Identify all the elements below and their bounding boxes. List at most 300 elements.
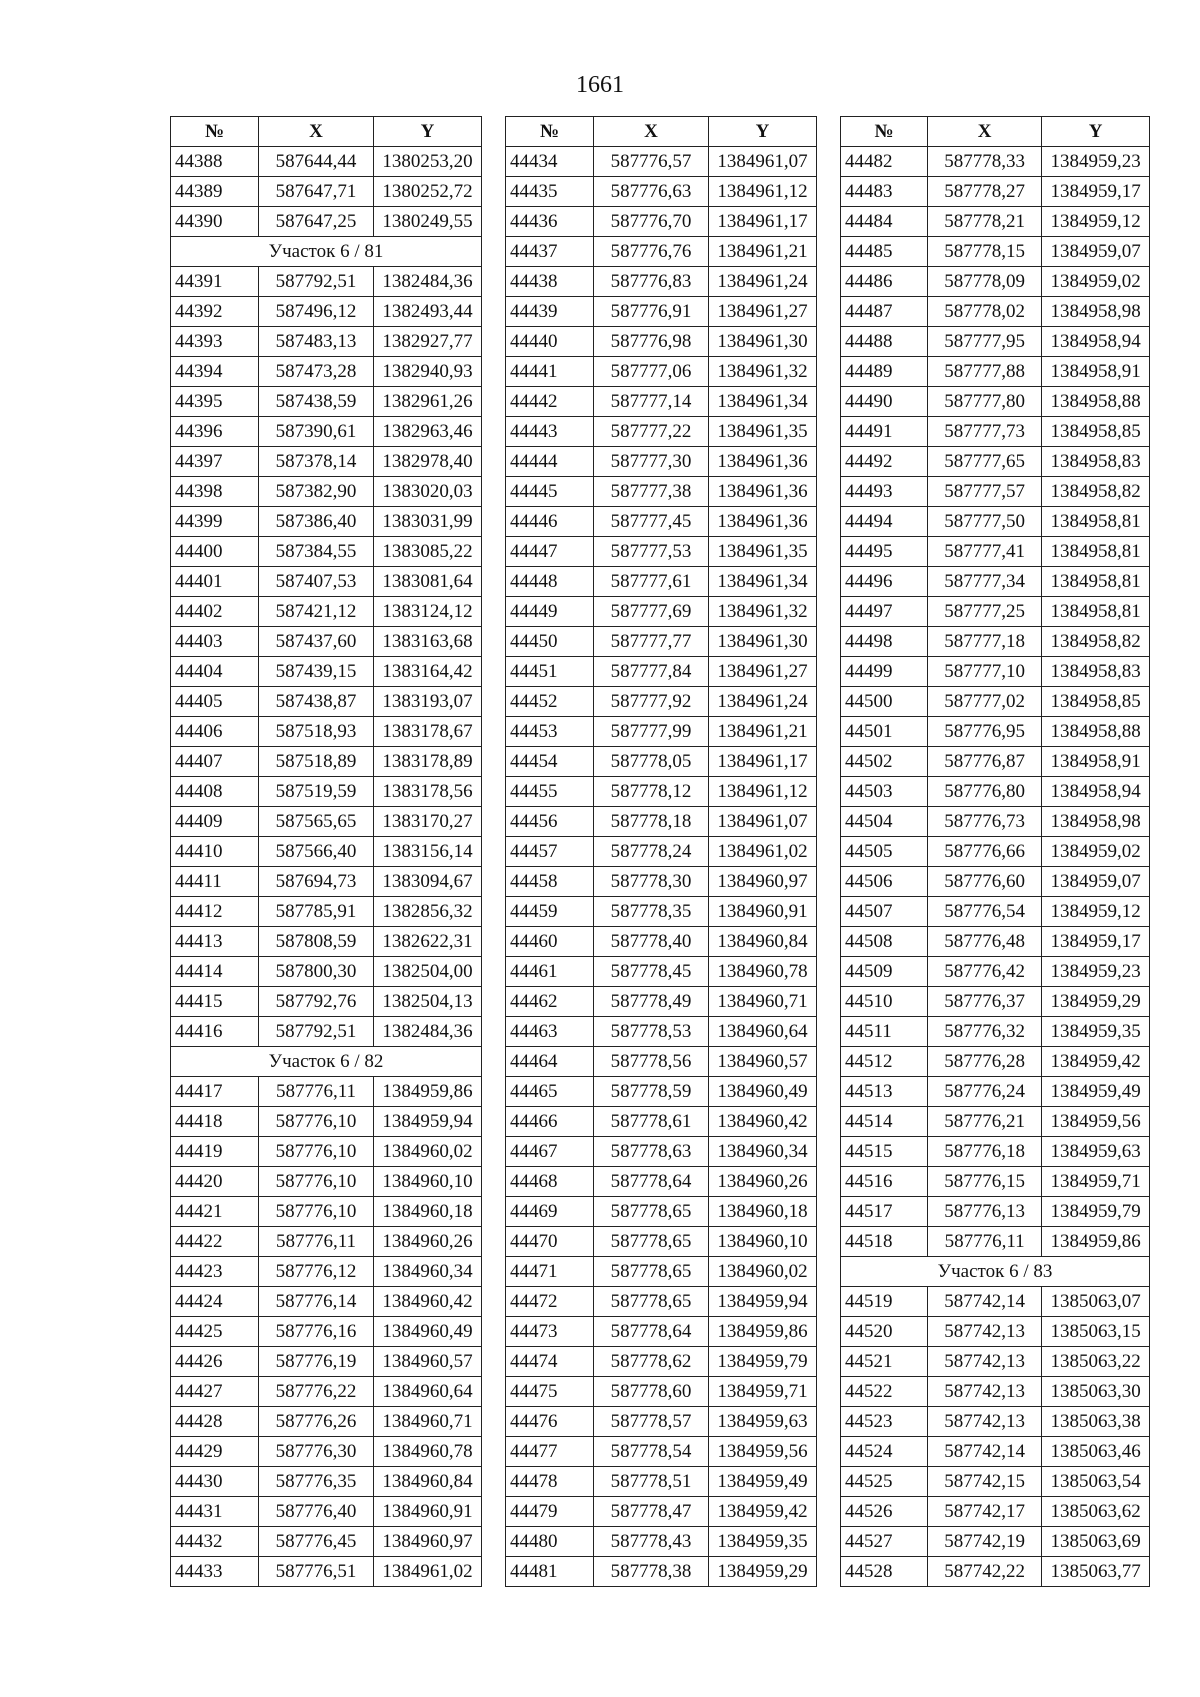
point-number: 44476 bbox=[506, 1407, 594, 1437]
x-coordinate: 587496,12 bbox=[259, 297, 374, 327]
table-row bbox=[171, 1377, 482, 1407]
x-coordinate: 587778,18 bbox=[594, 807, 709, 837]
point-number: 44498 bbox=[841, 627, 928, 657]
y-coordinate: 1384961,24 bbox=[709, 687, 817, 717]
point-number: 44417 bbox=[171, 1077, 259, 1107]
table-row bbox=[841, 537, 1150, 567]
table-row bbox=[171, 447, 482, 477]
table-row bbox=[841, 1347, 1150, 1377]
x-coordinate: 587777,22 bbox=[594, 417, 709, 447]
y-coordinate: 1385063,54 bbox=[1042, 1467, 1150, 1497]
table-row bbox=[171, 717, 482, 747]
y-coordinate: 1384960,34 bbox=[709, 1137, 817, 1167]
point-number: 44528 bbox=[841, 1557, 928, 1587]
table-row bbox=[171, 957, 482, 987]
table-row bbox=[841, 1437, 1150, 1467]
x-coordinate: 587778,45 bbox=[594, 957, 709, 987]
y-coordinate: 1384960,84 bbox=[709, 927, 817, 957]
table-row bbox=[841, 327, 1150, 357]
point-number: 44450 bbox=[506, 627, 594, 657]
y-coordinate: 1383164,42 bbox=[374, 657, 482, 687]
y-coordinate: 1385063,62 bbox=[1042, 1497, 1150, 1527]
table-row bbox=[841, 957, 1150, 987]
x-coordinate: 587647,71 bbox=[259, 177, 374, 207]
x-coordinate: 587518,89 bbox=[259, 747, 374, 777]
y-coordinate: 1384959,79 bbox=[709, 1347, 817, 1377]
x-coordinate: 587421,12 bbox=[259, 597, 374, 627]
x-coordinate: 587778,40 bbox=[594, 927, 709, 957]
point-number: 44428 bbox=[171, 1407, 259, 1437]
point-number: 44469 bbox=[506, 1197, 594, 1227]
point-number: 44499 bbox=[841, 657, 928, 687]
point-number: 44442 bbox=[506, 387, 594, 417]
point-number: 44412 bbox=[171, 897, 259, 927]
point-number: 44453 bbox=[506, 717, 594, 747]
y-coordinate: 1384958,98 bbox=[1042, 807, 1150, 837]
table-row bbox=[506, 147, 817, 177]
y-coordinate: 1384958,83 bbox=[1042, 447, 1150, 477]
y-coordinate: 1384959,56 bbox=[709, 1437, 817, 1467]
y-coordinate: 1385063,22 bbox=[1042, 1347, 1150, 1377]
table-row bbox=[506, 207, 817, 237]
point-number: 44409 bbox=[171, 807, 259, 837]
point-number: 44418 bbox=[171, 1107, 259, 1137]
x-coordinate: 587777,50 bbox=[928, 507, 1042, 537]
y-coordinate: 1384960,34 bbox=[374, 1257, 482, 1287]
point-number: 44424 bbox=[171, 1287, 259, 1317]
x-coordinate: 587742,13 bbox=[928, 1317, 1042, 1347]
table-row bbox=[841, 507, 1150, 537]
table-row bbox=[506, 597, 817, 627]
y-coordinate: 1382940,93 bbox=[374, 357, 482, 387]
y-coordinate: 1384959,63 bbox=[1042, 1137, 1150, 1167]
point-number: 44486 bbox=[841, 267, 928, 297]
point-number: 44392 bbox=[171, 297, 259, 327]
y-coordinate: 1384958,91 bbox=[1042, 357, 1150, 387]
table-row bbox=[506, 537, 817, 567]
table-row bbox=[171, 1347, 482, 1377]
table-row bbox=[506, 627, 817, 657]
point-number: 44479 bbox=[506, 1497, 594, 1527]
point-number: 44514 bbox=[841, 1107, 928, 1137]
y-coordinate: 1384958,85 bbox=[1042, 417, 1150, 447]
x-coordinate: 587777,99 bbox=[594, 717, 709, 747]
x-coordinate: 587776,80 bbox=[928, 777, 1042, 807]
point-number: 44495 bbox=[841, 537, 928, 567]
y-coordinate: 1384961,35 bbox=[709, 417, 817, 447]
table-row bbox=[506, 1077, 817, 1107]
x-coordinate: 587378,14 bbox=[259, 447, 374, 477]
section-row bbox=[841, 1257, 1150, 1287]
table-row bbox=[841, 207, 1150, 237]
y-coordinate: 1384961,34 bbox=[709, 567, 817, 597]
x-coordinate: 587777,18 bbox=[928, 627, 1042, 657]
point-number: 44475 bbox=[506, 1377, 594, 1407]
x-coordinate: 587776,11 bbox=[928, 1227, 1042, 1257]
y-coordinate: 1384960,97 bbox=[374, 1527, 482, 1557]
point-number: 44502 bbox=[841, 747, 928, 777]
x-coordinate: 587778,63 bbox=[594, 1137, 709, 1167]
point-number: 44505 bbox=[841, 837, 928, 867]
y-coordinate: 1384961,07 bbox=[709, 147, 817, 177]
table-row bbox=[506, 1257, 817, 1287]
table-row bbox=[171, 687, 482, 717]
point-number: 44519 bbox=[841, 1287, 928, 1317]
point-number: 44423 bbox=[171, 1257, 259, 1287]
point-number: 44405 bbox=[171, 687, 259, 717]
y-coordinate: 1384960,42 bbox=[709, 1107, 817, 1137]
point-number: 44408 bbox=[171, 777, 259, 807]
x-coordinate: 587778,33 bbox=[928, 147, 1042, 177]
table-row bbox=[506, 807, 817, 837]
x-coordinate: 587778,59 bbox=[594, 1077, 709, 1107]
y-coordinate: 1384959,12 bbox=[1042, 207, 1150, 237]
table-row bbox=[171, 1497, 482, 1527]
y-coordinate: 1384958,88 bbox=[1042, 387, 1150, 417]
point-number: 44415 bbox=[171, 987, 259, 1017]
y-coordinate: 1382484,36 bbox=[374, 1017, 482, 1047]
y-coordinate: 1384960,57 bbox=[709, 1047, 817, 1077]
point-number: 44426 bbox=[171, 1347, 259, 1377]
y-coordinate: 1384961,27 bbox=[709, 657, 817, 687]
x-coordinate: 587776,11 bbox=[259, 1227, 374, 1257]
x-coordinate: 587785,91 bbox=[259, 897, 374, 927]
point-number: 44501 bbox=[841, 717, 928, 747]
table-row bbox=[841, 657, 1150, 687]
table-row bbox=[506, 687, 817, 717]
y-coordinate: 1384959,23 bbox=[1042, 957, 1150, 987]
table-row bbox=[841, 897, 1150, 927]
point-number: 44510 bbox=[841, 987, 928, 1017]
table-row bbox=[841, 1497, 1150, 1527]
x-coordinate: 587566,40 bbox=[259, 837, 374, 867]
y-coordinate: 1384959,86 bbox=[709, 1317, 817, 1347]
x-coordinate: 587777,38 bbox=[594, 477, 709, 507]
point-number: 44527 bbox=[841, 1527, 928, 1557]
x-coordinate: 587777,61 bbox=[594, 567, 709, 597]
table-row bbox=[841, 1527, 1150, 1557]
x-coordinate: 587778,51 bbox=[594, 1467, 709, 1497]
table-row bbox=[841, 267, 1150, 297]
x-coordinate: 587742,19 bbox=[928, 1527, 1042, 1557]
header-y: Y bbox=[374, 117, 482, 147]
table-row bbox=[171, 867, 482, 897]
y-coordinate: 1384959,02 bbox=[1042, 267, 1150, 297]
x-coordinate: 587386,40 bbox=[259, 507, 374, 537]
x-coordinate: 587438,59 bbox=[259, 387, 374, 417]
x-coordinate: 587644,44 bbox=[259, 147, 374, 177]
y-coordinate: 1384959,71 bbox=[709, 1377, 817, 1407]
table-row bbox=[841, 687, 1150, 717]
point-number: 44503 bbox=[841, 777, 928, 807]
section-row bbox=[171, 1047, 482, 1077]
y-coordinate: 1384960,42 bbox=[374, 1287, 482, 1317]
y-coordinate: 1384959,71 bbox=[1042, 1167, 1150, 1197]
y-coordinate: 1384958,82 bbox=[1042, 477, 1150, 507]
x-coordinate: 587778,56 bbox=[594, 1047, 709, 1077]
table-header-row bbox=[841, 117, 1150, 147]
table-row bbox=[171, 147, 482, 177]
table-row bbox=[506, 507, 817, 537]
point-number: 44484 bbox=[841, 207, 928, 237]
y-coordinate: 1384958,88 bbox=[1042, 717, 1150, 747]
point-number: 44399 bbox=[171, 507, 259, 537]
y-coordinate: 1384959,42 bbox=[709, 1497, 817, 1527]
x-coordinate: 587776,28 bbox=[928, 1047, 1042, 1077]
point-number: 44461 bbox=[506, 957, 594, 987]
y-coordinate: 1380249,55 bbox=[374, 207, 482, 237]
y-coordinate: 1385063,69 bbox=[1042, 1527, 1150, 1557]
point-number: 44431 bbox=[171, 1497, 259, 1527]
point-number: 44494 bbox=[841, 507, 928, 537]
table-row bbox=[841, 567, 1150, 597]
table-row bbox=[171, 927, 482, 957]
x-coordinate: 587777,25 bbox=[928, 597, 1042, 627]
table-row bbox=[506, 657, 817, 687]
point-number: 44388 bbox=[171, 147, 259, 177]
point-number: 44488 bbox=[841, 327, 928, 357]
x-coordinate: 587742,13 bbox=[928, 1407, 1042, 1437]
table-row bbox=[841, 1197, 1150, 1227]
point-number: 44464 bbox=[506, 1047, 594, 1077]
x-coordinate: 587776,66 bbox=[928, 837, 1042, 867]
point-number: 44407 bbox=[171, 747, 259, 777]
y-coordinate: 1384960,91 bbox=[374, 1497, 482, 1527]
table-row bbox=[171, 1197, 482, 1227]
x-coordinate: 587777,80 bbox=[928, 387, 1042, 417]
x-coordinate: 587778,15 bbox=[928, 237, 1042, 267]
point-number: 44390 bbox=[171, 207, 259, 237]
table-row bbox=[506, 1047, 817, 1077]
x-coordinate: 587776,18 bbox=[928, 1137, 1042, 1167]
x-coordinate: 587778,09 bbox=[928, 267, 1042, 297]
table-row bbox=[841, 297, 1150, 327]
point-number: 44516 bbox=[841, 1167, 928, 1197]
table-row bbox=[506, 567, 817, 597]
x-coordinate: 587647,25 bbox=[259, 207, 374, 237]
x-coordinate: 587776,26 bbox=[259, 1407, 374, 1437]
header-y: Y bbox=[709, 117, 817, 147]
x-coordinate: 587777,45 bbox=[594, 507, 709, 537]
point-number: 44393 bbox=[171, 327, 259, 357]
table-row bbox=[171, 777, 482, 807]
table-row bbox=[506, 237, 817, 267]
y-coordinate: 1385063,38 bbox=[1042, 1407, 1150, 1437]
coordinate-table bbox=[505, 116, 817, 1587]
section-title: Участок 6 / 81 bbox=[171, 237, 482, 267]
y-coordinate: 1384959,29 bbox=[1042, 987, 1150, 1017]
point-number: 44460 bbox=[506, 927, 594, 957]
table-row bbox=[506, 1287, 817, 1317]
x-coordinate: 587778,27 bbox=[928, 177, 1042, 207]
table-row bbox=[506, 327, 817, 357]
section-title: Участок 6 / 82 bbox=[171, 1047, 482, 1077]
y-coordinate: 1384959,07 bbox=[1042, 867, 1150, 897]
table-row bbox=[841, 1557, 1150, 1587]
x-coordinate: 587776,14 bbox=[259, 1287, 374, 1317]
y-coordinate: 1384958,81 bbox=[1042, 597, 1150, 627]
x-coordinate: 587742,14 bbox=[928, 1287, 1042, 1317]
table-row bbox=[506, 747, 817, 777]
y-coordinate: 1382978,40 bbox=[374, 447, 482, 477]
x-coordinate: 587777,88 bbox=[928, 357, 1042, 387]
point-number: 44470 bbox=[506, 1227, 594, 1257]
x-coordinate: 587776,10 bbox=[259, 1197, 374, 1227]
table-row bbox=[506, 957, 817, 987]
table-row bbox=[506, 1557, 817, 1587]
y-coordinate: 1383178,89 bbox=[374, 747, 482, 777]
point-number: 44482 bbox=[841, 147, 928, 177]
point-number: 44429 bbox=[171, 1437, 259, 1467]
point-number: 44489 bbox=[841, 357, 928, 387]
point-number: 44443 bbox=[506, 417, 594, 447]
y-coordinate: 1384961,17 bbox=[709, 207, 817, 237]
x-coordinate: 587438,87 bbox=[259, 687, 374, 717]
point-number: 44447 bbox=[506, 537, 594, 567]
y-coordinate: 1384961,34 bbox=[709, 387, 817, 417]
table-row bbox=[506, 447, 817, 477]
header-y: Y bbox=[1042, 117, 1150, 147]
y-coordinate: 1382504,13 bbox=[374, 987, 482, 1017]
x-coordinate: 587694,73 bbox=[259, 867, 374, 897]
y-coordinate: 1384960,91 bbox=[709, 897, 817, 927]
x-coordinate: 587777,73 bbox=[928, 417, 1042, 447]
x-coordinate: 587778,60 bbox=[594, 1377, 709, 1407]
table-row bbox=[171, 357, 482, 387]
y-coordinate: 1384959,35 bbox=[1042, 1017, 1150, 1047]
table-row bbox=[841, 747, 1150, 777]
table-row bbox=[506, 1137, 817, 1167]
point-number: 44457 bbox=[506, 837, 594, 867]
table-row bbox=[171, 327, 482, 357]
header-number: № bbox=[506, 117, 594, 147]
point-number: 44436 bbox=[506, 207, 594, 237]
x-coordinate: 587776,60 bbox=[928, 867, 1042, 897]
y-coordinate: 1384960,84 bbox=[374, 1467, 482, 1497]
table-row bbox=[171, 1227, 482, 1257]
point-number: 44404 bbox=[171, 657, 259, 687]
y-coordinate: 1384960,02 bbox=[374, 1137, 482, 1167]
table-row bbox=[506, 1467, 817, 1497]
point-number: 44452 bbox=[506, 687, 594, 717]
x-coordinate: 587778,65 bbox=[594, 1257, 709, 1287]
x-coordinate: 587776,24 bbox=[928, 1077, 1042, 1107]
x-coordinate: 587778,21 bbox=[928, 207, 1042, 237]
point-number: 44413 bbox=[171, 927, 259, 957]
x-coordinate: 587778,64 bbox=[594, 1167, 709, 1197]
table-row bbox=[171, 1467, 482, 1497]
point-number: 44511 bbox=[841, 1017, 928, 1047]
table-row bbox=[841, 477, 1150, 507]
point-number: 44492 bbox=[841, 447, 928, 477]
table-row bbox=[841, 987, 1150, 1017]
table-row bbox=[506, 1317, 817, 1347]
table-row bbox=[841, 1227, 1150, 1257]
x-coordinate: 587777,41 bbox=[928, 537, 1042, 567]
x-coordinate: 587437,60 bbox=[259, 627, 374, 657]
x-coordinate: 587776,35 bbox=[259, 1467, 374, 1497]
x-coordinate: 587776,42 bbox=[928, 957, 1042, 987]
y-coordinate: 1385063,46 bbox=[1042, 1437, 1150, 1467]
point-number: 44397 bbox=[171, 447, 259, 477]
y-coordinate: 1384961,32 bbox=[709, 357, 817, 387]
x-coordinate: 587776,70 bbox=[594, 207, 709, 237]
y-coordinate: 1382493,44 bbox=[374, 297, 482, 327]
y-coordinate: 1384958,83 bbox=[1042, 657, 1150, 687]
x-coordinate: 587778,12 bbox=[594, 777, 709, 807]
y-coordinate: 1384961,17 bbox=[709, 747, 817, 777]
point-number: 44521 bbox=[841, 1347, 928, 1377]
x-coordinate: 587778,35 bbox=[594, 897, 709, 927]
x-coordinate: 587776,45 bbox=[259, 1527, 374, 1557]
y-coordinate: 1384959,94 bbox=[374, 1107, 482, 1137]
x-coordinate: 587777,95 bbox=[928, 327, 1042, 357]
table-row bbox=[506, 477, 817, 507]
point-number: 44472 bbox=[506, 1287, 594, 1317]
table-row bbox=[171, 1437, 482, 1467]
point-number: 44506 bbox=[841, 867, 928, 897]
y-coordinate: 1384960,18 bbox=[709, 1197, 817, 1227]
table-row bbox=[841, 1137, 1150, 1167]
table-row bbox=[506, 777, 817, 807]
x-coordinate: 587776,91 bbox=[594, 297, 709, 327]
point-number: 44455 bbox=[506, 777, 594, 807]
point-number: 44414 bbox=[171, 957, 259, 987]
y-coordinate: 1384959,56 bbox=[1042, 1107, 1150, 1137]
table-row bbox=[171, 1137, 482, 1167]
table-row bbox=[506, 297, 817, 327]
x-coordinate: 587778,47 bbox=[594, 1497, 709, 1527]
table-row bbox=[171, 627, 482, 657]
table-row bbox=[841, 1047, 1150, 1077]
x-coordinate: 587776,32 bbox=[928, 1017, 1042, 1047]
point-number: 44421 bbox=[171, 1197, 259, 1227]
y-coordinate: 1382484,36 bbox=[374, 267, 482, 297]
x-coordinate: 587742,14 bbox=[928, 1437, 1042, 1467]
table-row bbox=[171, 1527, 482, 1557]
y-coordinate: 1380253,20 bbox=[374, 147, 482, 177]
table-row bbox=[841, 1287, 1150, 1317]
y-coordinate: 1383156,14 bbox=[374, 837, 482, 867]
point-number: 44504 bbox=[841, 807, 928, 837]
table-row bbox=[506, 387, 817, 417]
x-coordinate: 587778,38 bbox=[594, 1557, 709, 1587]
point-number: 44435 bbox=[506, 177, 594, 207]
table-row bbox=[171, 1107, 482, 1137]
table-row bbox=[171, 837, 482, 867]
point-number: 44508 bbox=[841, 927, 928, 957]
point-number: 44515 bbox=[841, 1137, 928, 1167]
table-row bbox=[171, 387, 482, 417]
x-coordinate: 587390,61 bbox=[259, 417, 374, 447]
point-number: 44444 bbox=[506, 447, 594, 477]
x-coordinate: 587792,51 bbox=[259, 267, 374, 297]
y-coordinate: 1382927,77 bbox=[374, 327, 482, 357]
table-row bbox=[171, 507, 482, 537]
table-row bbox=[171, 747, 482, 777]
y-coordinate: 1384959,49 bbox=[1042, 1077, 1150, 1107]
x-coordinate: 587384,55 bbox=[259, 537, 374, 567]
table-row bbox=[506, 1407, 817, 1437]
table-row bbox=[171, 267, 482, 297]
x-coordinate: 587776,10 bbox=[259, 1107, 374, 1137]
table-row bbox=[506, 717, 817, 747]
point-number: 44500 bbox=[841, 687, 928, 717]
point-number: 44487 bbox=[841, 297, 928, 327]
y-coordinate: 1384959,63 bbox=[709, 1407, 817, 1437]
table-row bbox=[506, 1347, 817, 1377]
table-row bbox=[506, 177, 817, 207]
